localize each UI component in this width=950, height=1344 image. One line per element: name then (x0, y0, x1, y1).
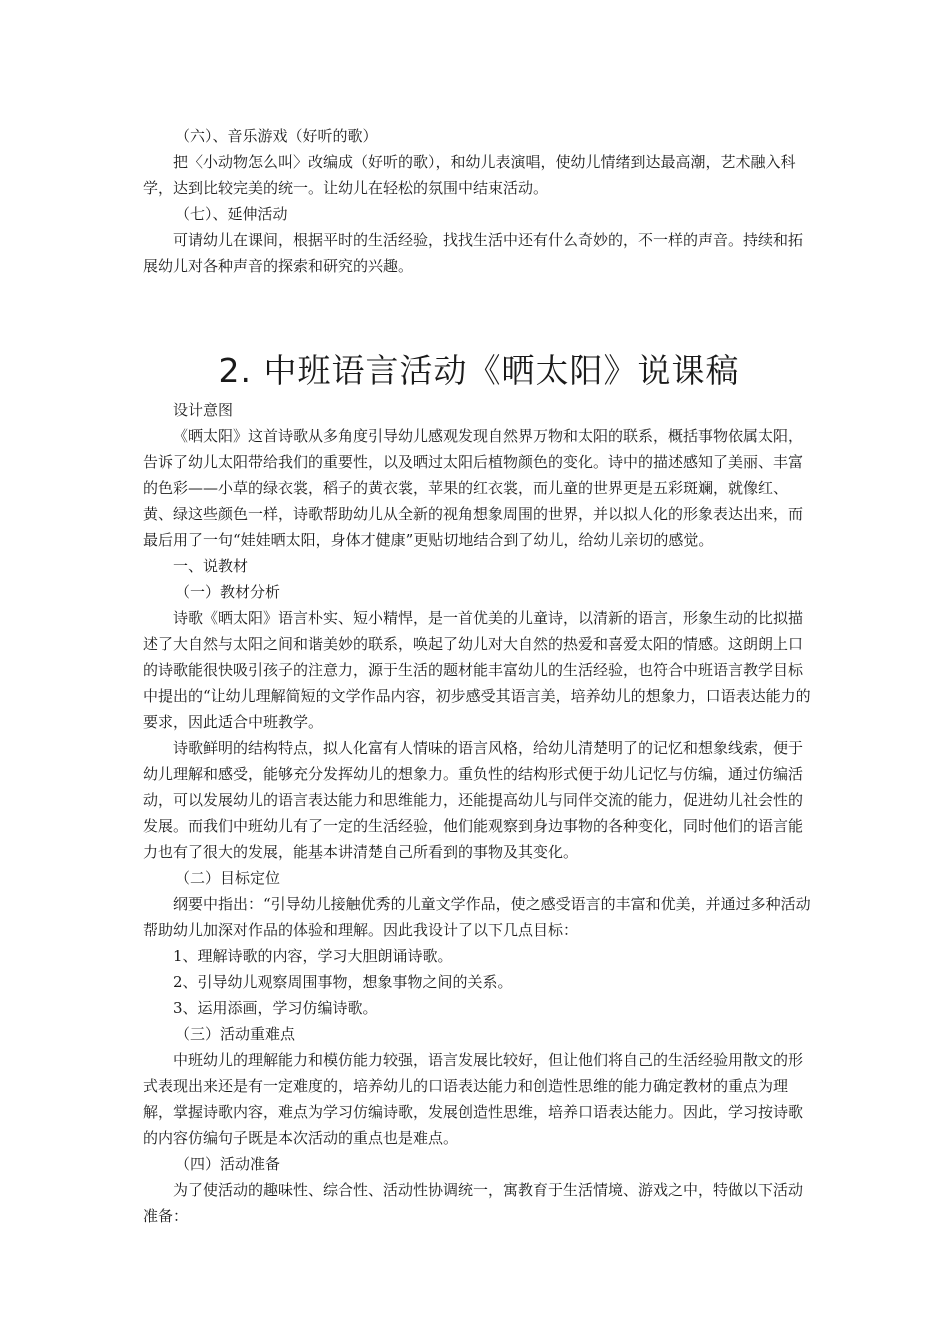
heading-key-points: （三）活动重难点 (175, 1025, 296, 1043)
heading-material-analysis: （一）教材分析 (175, 583, 281, 601)
goal-item-2: 2、引导幼儿观察周围事物，想象事物之间的关系。 (173, 973, 513, 991)
paragraph-analysis-2: 诗歌鲜明的结构特点，拟人化富有人情味的语言风格，给幼儿清楚明了的记忆和想象线索，便于幼儿理解和感受，能够充分发挥幼儿的想象力。重负性的结构形式便于幼儿记忆与仿编，通过仿编活动，可以发展幼儿的语言表达能力和思维能力，还能提高幼儿与同伴交流的能力，促进幼儿社会性的发展。而我们中班幼儿有了一定的生活经验，他们能观察到身边事物的各种变化，同时他们的语言能力也有了很大的发展，能基本讲清楚自己所看到的事物及其变化。 (143, 739, 804, 861)
paragraph-design-intent: 《晒太阳》这首诗歌从多角度引导幼儿感观发现自然界万物和太阳的联系，概括事物依属太阳，告诉了幼儿太阳带给我们的重要性，以及晒过太阳后植物颜色的变化。诗中的描述感知了美丽、丰富的色彩——小草的绿衣裳，稻子的黄衣裳，苹果的红衣裳，而儿童的世界更是五彩斑斓，就像红、黄、绿这些颜色一样，诗歌帮助幼儿从全新的视角想象周围的世界，并以拟人化的形象表达出来，而最后用了一句“娃娃晒太阳，身体才健康”更贴切地结合到了幼儿，给幼儿亲切的感觉。 (143, 427, 804, 549)
paragraph-analysis-1: 诗歌《晒太阳》语言朴实、短小精悍，是一首优美的儿童诗，以清新的语言，形象生动的比拟描述了大自然与太阳之间和谐美妙的联系，唤起了幼儿对大自然的热爱和喜爱太阳的情感。这朗朗上口的诗歌能很快吸引孩子的注意力，源于生活的题材能丰富幼儿的生活经验，也符合中班语言教学目标中提出的“让幼儿理解简短的文学作品内容，初步感受其语言美，培养幼儿的想象力，口语表达能力的要求，因此适合中班教学。 (143, 609, 811, 731)
heading-extension: （七）、延伸活动 (175, 205, 288, 223)
paragraph-key-points: 中班幼儿的理解能力和模仿能力较强，语言发展比较好，但让他们将自己的生活经验用散文的形式表现出来还是有一定难度的，培养幼儿的口语表达能力和创造性思维的能力确定教材的重点为理解，掌握诗歌内容，难点为学习仿编诗歌，发展创造性思维，培养口语表达能力。因此，学习按诗歌的内容仿编句子既是本次活动的重点也是难点。 (143, 1051, 804, 1147)
goal-item-1: 1、理解诗歌的内容，学习大胆朗诵诗歌。 (173, 947, 453, 965)
heading-goals: （二）目标定位 (175, 869, 281, 887)
document-page (143, 123, 815, 1229)
paragraph-music-game: 把〈小动物怎么叫〉改编成（好听的歌），和幼儿表演唱，使幼儿情绪到达最高潮，艺术融入科学，达到比较完美的统一。让幼儿在轻松的氛围中结束活动。 (143, 153, 796, 197)
page-title: 2. 中班语言活动《晒太阳》说课稿 (218, 351, 740, 390)
heading-teaching-material: 一、说教材 (173, 557, 249, 575)
paragraph-goals-intro: 纲要中指出：“引导幼儿接触优秀的儿童文学作品，使之感受语言的丰富和优美，并通过多种活动帮助幼儿加深对作品的体验和理解。因此我设计了以下几点目标： (143, 895, 811, 939)
paragraph-preparation: 为了使活动的趣味性、综合性、活动性协调统一，寓教育于生活情境、游戏之中，特做以下活动准备： (143, 1181, 804, 1225)
heading-preparation: （四）活动准备 (175, 1155, 281, 1173)
goal-item-3: 3、运用添画，学习仿编诗歌。 (173, 999, 378, 1017)
paragraph-extension: 可请幼儿在课间，根据平时的生活经验，找找生活中还有什么奇妙的，不一样的声音。持续和拓展幼儿对各种声音的探索和研究的兴趣。 (143, 231, 804, 275)
section-gap (143, 279, 815, 319)
heading-music-game: （六）、音乐游戏（好听的歌） (175, 127, 378, 145)
heading-design-intent: 设计意图 (173, 401, 234, 419)
